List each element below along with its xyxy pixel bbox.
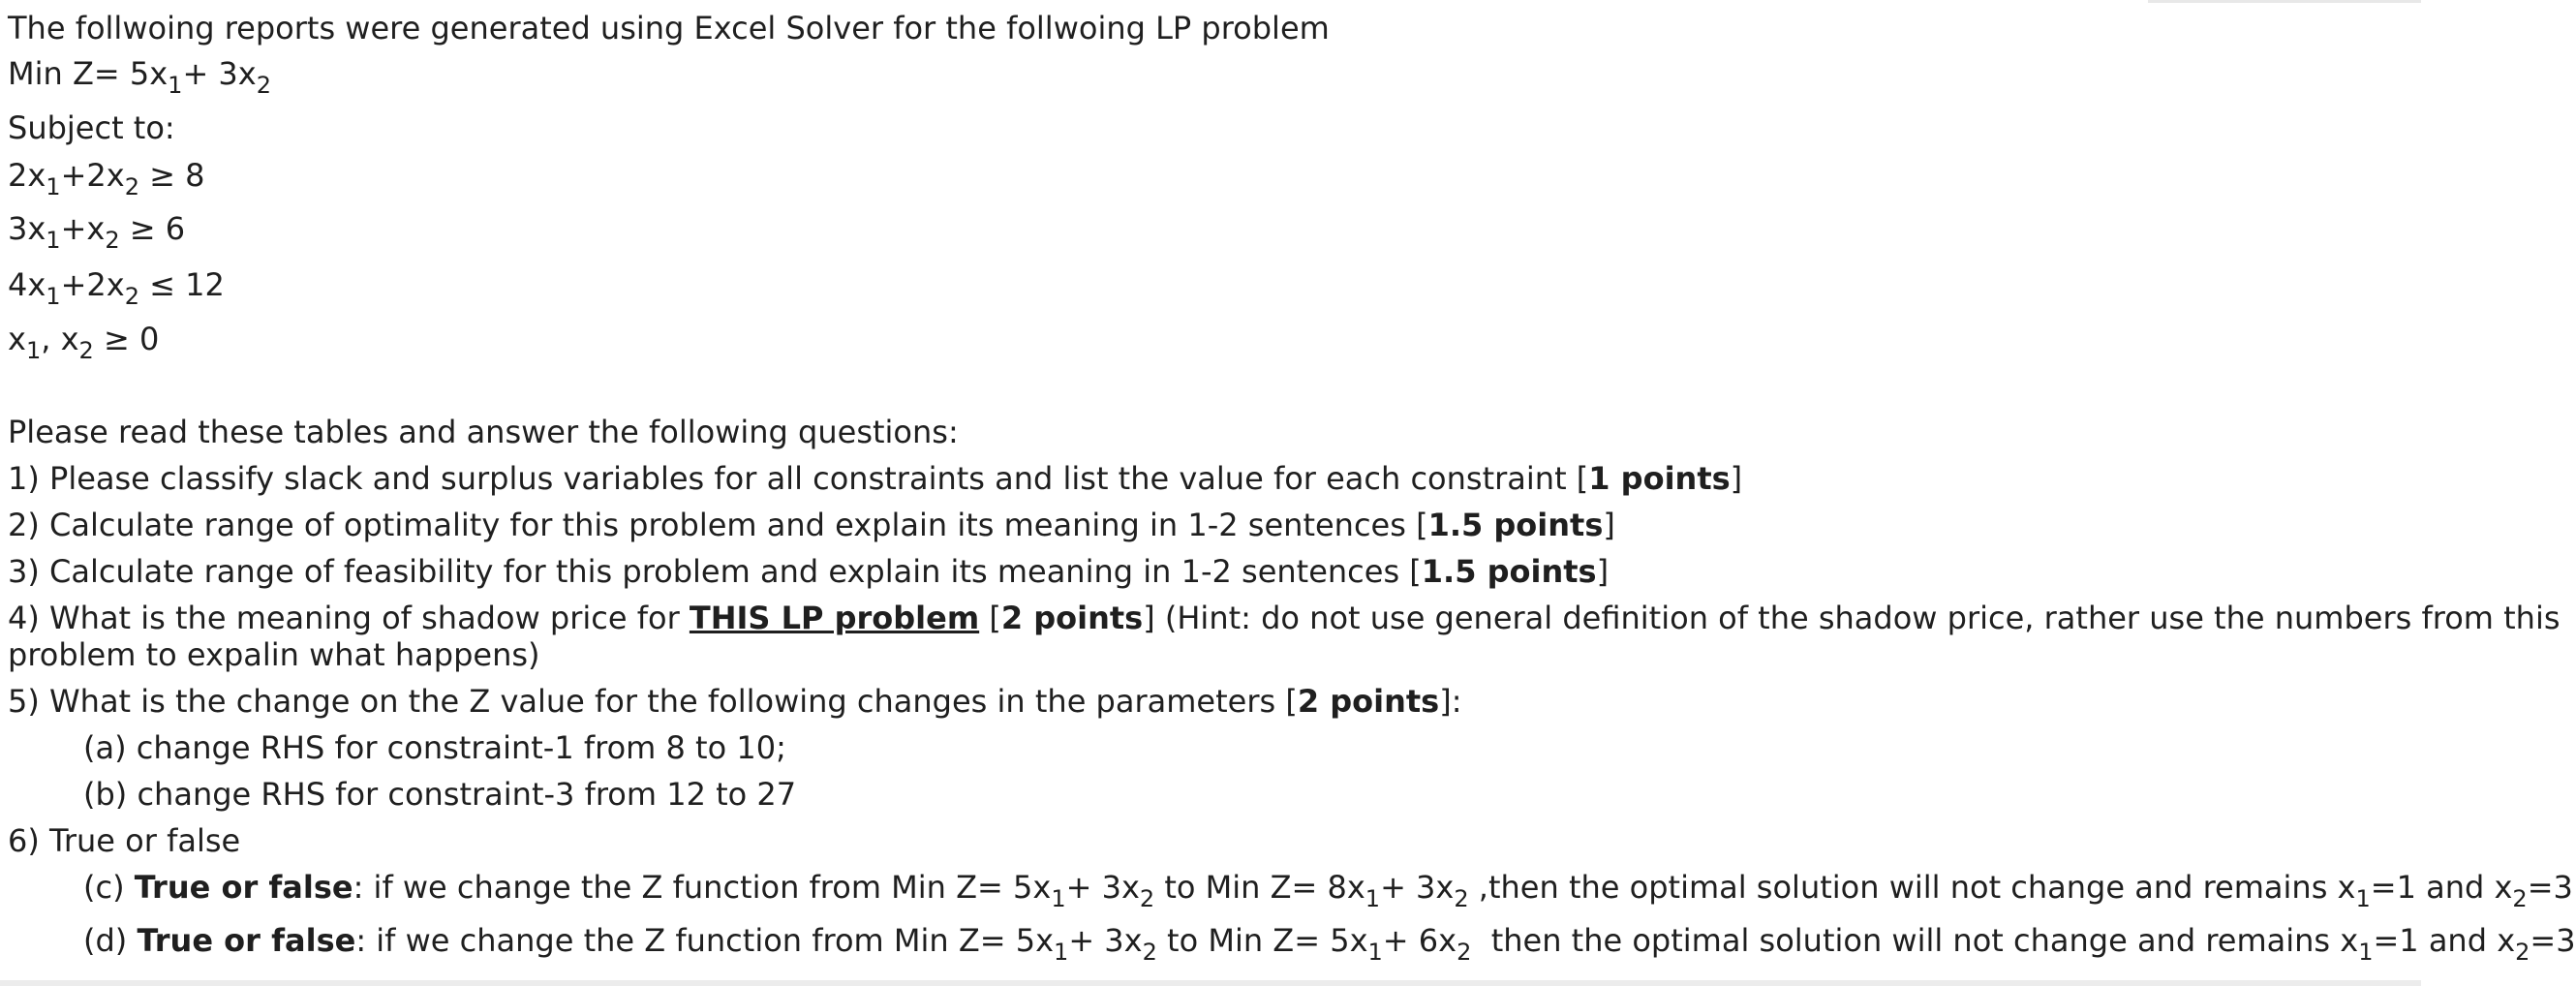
subject-to-label (8, 105, 175, 151)
q5a-text: (a) change RHS for constraint-1 from 8 to 10; (83, 729, 786, 766)
objective-function (8, 50, 271, 97)
intro-line (8, 5, 1330, 51)
questions-intro-text: Please read these tables and answer the following questions: (8, 414, 959, 450)
q6c-part: + 3x (1065, 869, 1140, 906)
question-3: 3) Calculate range of feasibility for this problem and explain its meaning in 1-2 sentences [1.5 points] (8, 553, 1610, 590)
subscript: 2 (78, 337, 94, 364)
q6c-part: + 3x (1380, 869, 1455, 906)
q2-text: 2) Calculate range of optimality for this problem and explain its meaning in 1-2 sentences [ (8, 507, 1428, 543)
obj-mid: + 3x (182, 55, 257, 92)
top-rule (2148, 0, 2421, 3)
question-6 (8, 817, 240, 864)
nn-rhs: ≥ 0 (93, 321, 160, 357)
c1-rhs: ≥ 8 (138, 157, 205, 194)
subject-to-text: Subject to: (8, 109, 175, 146)
q4-points: 2 points (1000, 600, 1144, 636)
q6d-part: =1 and x (2373, 922, 2516, 959)
subscript: 2 (2512, 885, 2528, 912)
subscript: 1 (1051, 885, 1066, 912)
question-6c (83, 864, 2573, 910)
subscript: 1 (25, 337, 42, 364)
q6c-part: =1 and x (2370, 869, 2513, 906)
q3-points: 1.5 points (1421, 553, 1597, 590)
q1-text: 1) Please classify slack and surplus variables for all constraints and list the value for each constraint [ (8, 460, 1589, 497)
q6d-part: + 3x (1068, 922, 1143, 959)
subscript: 2 (1454, 885, 1469, 912)
question-5a (83, 724, 786, 771)
c3-part: 4x (8, 266, 46, 303)
subscript: 1 (46, 283, 61, 310)
q6c-tf: True or false (134, 869, 353, 906)
subscript: 1 (46, 227, 61, 254)
questions-intro (8, 409, 959, 455)
constraint-2 (8, 205, 185, 252)
q6d-part: + 6x (1382, 922, 1457, 959)
subscript: 1 (2355, 885, 2371, 912)
q3-text: 3) Calculate range of feasibility for this problem and explain its meaning in 1-2 sentences [ (8, 553, 1422, 590)
question-5 (8, 678, 1461, 724)
subscript: 1 (1367, 939, 1383, 966)
q6d-part: : if we change the Z function from Min Z= 5x (355, 922, 1055, 959)
c1-part: 2x (8, 157, 46, 194)
q4-emphasis: THIS LP problem (689, 600, 980, 636)
c2-part: 3x (8, 210, 46, 247)
q4-bracket: [ (979, 600, 1001, 636)
subscript: 1 (1365, 885, 1381, 912)
subscript: 1 (2358, 939, 2374, 966)
q4-rest: ] (Hint: do not use general definition of the shadow price, rather use the numbers from this (1143, 600, 2561, 636)
question-6d (83, 917, 2576, 964)
q6c-part: to Min Z= 8x (1154, 869, 1365, 906)
q5-text: 5) What is the change on the Z value for the following changes in the parameters [ (8, 683, 1298, 720)
bottom-rule (0, 980, 2421, 986)
subscript: 1 (46, 173, 61, 200)
q2-points: 1.5 points (1427, 507, 1604, 543)
question-2: 2) Calculate range of optimality for this problem and explain its meaning in 1-2 sentences [1.5 points] (8, 507, 1615, 543)
q6d-part: then the optimal solution will not change and remains x (1471, 922, 2359, 959)
subscript: 2 (124, 173, 139, 200)
q6d-label: (d) (83, 922, 138, 959)
c2-part: +x (60, 210, 106, 247)
subscript: 2 (1457, 939, 1472, 966)
q5-points: 2 points (1297, 683, 1440, 720)
q4-line2-text: problem to expalin what happens) (8, 636, 540, 673)
subscript: 1 (168, 72, 183, 99)
subscript: 2 (1142, 939, 1157, 966)
non-negativity (8, 316, 159, 362)
q6c-part: =3 (2527, 869, 2573, 906)
question-5b (83, 771, 796, 817)
q6d-tf: True or false (137, 922, 356, 959)
intro-text: The follwoing reports were generated using Excel Solver for the follwoing LP problem (8, 10, 1330, 46)
subscript: 2 (2515, 939, 2530, 966)
q6c-part: ,then the optimal solution will not change and remains x (1468, 869, 2356, 906)
subscript: 1 (1054, 939, 1069, 966)
obj-prefix: Min Z= 5x (8, 55, 169, 92)
constraint-3 (8, 262, 225, 308)
q6d-part: =3 (2530, 922, 2576, 959)
c1-part: +2x (60, 157, 125, 194)
q6c-label: (c) (83, 869, 135, 906)
c3-part: +2x (60, 266, 125, 303)
subscript: 2 (1139, 885, 1155, 912)
nn-part: , x (41, 321, 79, 357)
constraint-1 (8, 152, 204, 199)
c2-rhs: ≥ 6 (119, 210, 186, 247)
q5-close: ]: (1439, 683, 1462, 720)
q5b-text: (b) change RHS for constraint-3 from 12 to 27 (83, 776, 797, 813)
q6d-part: to Min Z= 5x (1156, 922, 1368, 959)
question-1: 1) Please classify slack and surplus variables for all constraints and list the value for each constraint [1 points] (8, 460, 1743, 497)
subscript: 2 (124, 283, 139, 310)
subscript: 2 (256, 72, 271, 99)
q4-text: 4) What is the meaning of shadow price for (8, 600, 690, 636)
q6-text: 6) True or false (8, 822, 241, 859)
nn-part: x (8, 321, 26, 357)
q6c-part: : if we change the Z function from Min Z= 5x (353, 869, 1052, 906)
c3-rhs: ≤ 12 (138, 266, 225, 303)
q1-points: 1 points (1588, 460, 1731, 497)
subscript: 2 (105, 227, 120, 254)
question-4-line-2 (8, 632, 540, 678)
